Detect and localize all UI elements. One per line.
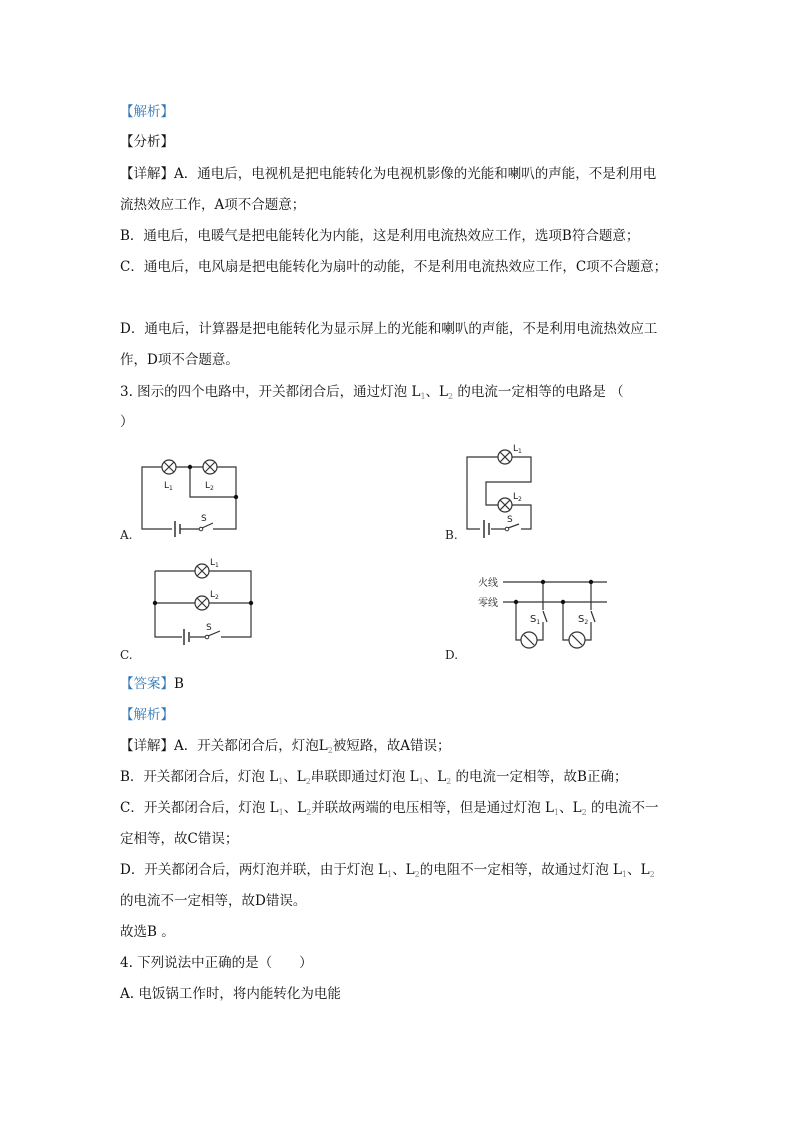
lamp-l1-icon — [195, 564, 209, 578]
lamp-l2-icon — [498, 498, 512, 512]
text-segment: 、L — [392, 862, 415, 878]
section-heading: 【解析】 — [120, 104, 174, 120]
text-segment: 的电流不一定相等，故D错误。 — [120, 893, 307, 909]
text-segment: 的电流不一 — [586, 800, 659, 816]
lamp-l2-icon — [195, 596, 209, 610]
label-l1: $L_1$ — [513, 444, 522, 455]
circuit-a — [119, 460, 238, 542]
text-segment: 3. 图示的四个电路中，开关都闭合后，通过灯泡 L — [120, 384, 421, 400]
text-segment: 的电流一定相等的电路是 （ — [453, 384, 624, 400]
subscript: 1 — [420, 392, 426, 401]
text-segment: 、L — [423, 769, 447, 785]
text-segment: 、L — [627, 862, 650, 878]
text-segment: 、L — [559, 800, 582, 816]
option-a-label: A. — [120, 528, 133, 542]
label-s: S — [206, 623, 212, 633]
circuit-b — [445, 444, 531, 542]
text-segment: 作，D项不合题意。 — [120, 352, 239, 368]
neutral-wire-label: 零线 — [478, 598, 498, 609]
subscript: 2 — [446, 777, 452, 786]
label-s1: $S_1$ — [530, 614, 541, 626]
subscript: 1 — [418, 777, 424, 786]
text-segment: C．开关都闭合后，灯泡 L — [120, 800, 279, 816]
subscript: 2 — [305, 777, 311, 786]
text-segment: 的电流一定相等，故B正确； — [451, 769, 628, 785]
label-l1: $L_1$ — [210, 558, 219, 569]
label-l1: $L_1$ — [164, 481, 173, 492]
section-heading: 【解析】 — [120, 707, 174, 723]
text-segment: 4. 下列说法中正确的是（ ） — [120, 955, 313, 971]
text-segment: 串联即通过灯泡 L — [310, 769, 419, 785]
circuit-d — [445, 576, 607, 662]
subscript: 1 — [554, 808, 560, 817]
text-segment: B — [174, 676, 184, 692]
subscript: 2 — [414, 870, 420, 879]
label-s: S — [507, 515, 513, 525]
subscript: 2 — [327, 746, 333, 755]
subscript: 1 — [622, 870, 628, 879]
text-segment: D．通电后，计算器是把电能转化为显示屏上的光能和喇叭的声能，不是利用电流热效应工 — [120, 321, 658, 337]
text-segment: 、L — [283, 769, 306, 785]
text-segment: C．通电后，电风扇是把电能转化为扇叶的动能，不是利用电流热效应工作，C项不合题意； — [120, 259, 668, 275]
text-segment: 、L — [425, 384, 448, 400]
text-segment: 故选B 。 — [120, 924, 175, 940]
label-s2: $S_2$ — [578, 614, 589, 626]
lamp-2-icon — [569, 632, 585, 648]
text-segment: D．开关都闭合后，两灯泡并联，由于灯泡 L — [120, 862, 388, 878]
label-l2: $L_2$ — [513, 492, 522, 503]
lamp-l1-icon — [498, 450, 512, 464]
section-heading: 【答案】 — [120, 676, 174, 692]
text-segment: 并联故两端的电压相等，但是通过灯泡 L — [311, 800, 555, 816]
text-segment: 、L — [283, 800, 307, 816]
label-l2: $L_2$ — [210, 590, 219, 601]
text-segment: B．开关都闭合后，灯泡 L — [120, 769, 279, 785]
label-l2: $L_2$ — [205, 481, 214, 492]
text-segment: 【详解】A．通电后，电视机是把电能转化为电视机影像的光能和喇叭的声能，不是利用电 — [120, 166, 657, 182]
text-segment: 【详解】A．开关都闭合后，灯泡L — [120, 738, 328, 754]
option-c-label: C. — [120, 648, 133, 662]
text-segment: 的电阻不一定相等，故通过灯泡 L — [419, 862, 623, 878]
lamp-l2-icon — [203, 460, 217, 474]
subscript: 2 — [306, 808, 312, 817]
text-segment: 流热效应工作，A项不合题意； — [120, 197, 306, 213]
subscript: 1 — [278, 777, 284, 786]
subscript: 2 — [448, 392, 454, 401]
option-b-label: B. — [445, 528, 458, 542]
label-s: S — [201, 514, 207, 524]
live-wire-label: 火线 — [478, 578, 498, 589]
subscript: 2 — [581, 808, 587, 817]
option-d-label: D. — [445, 648, 459, 662]
circuit-c — [120, 558, 253, 662]
subscript: 1 — [387, 870, 393, 879]
text-segment: 【分析】 — [120, 134, 174, 150]
text-segment: 定相等，故C错误； — [120, 831, 239, 847]
lamp-1-icon — [521, 632, 537, 648]
subscript: 2 — [649, 870, 655, 879]
text-segment: B．通电后，电暖气是把电能转化为内能，这是利用电流热效应工作，选项B符合题意； — [120, 228, 640, 244]
text-segment: A. 电饭锅工作时，将内能转化为电能 — [120, 986, 341, 1002]
subscript: 1 — [278, 808, 284, 817]
lamp-l1-icon — [162, 460, 176, 474]
text-segment: ） — [120, 414, 134, 430]
text-segment: 被短路，故A错误； — [332, 738, 451, 754]
